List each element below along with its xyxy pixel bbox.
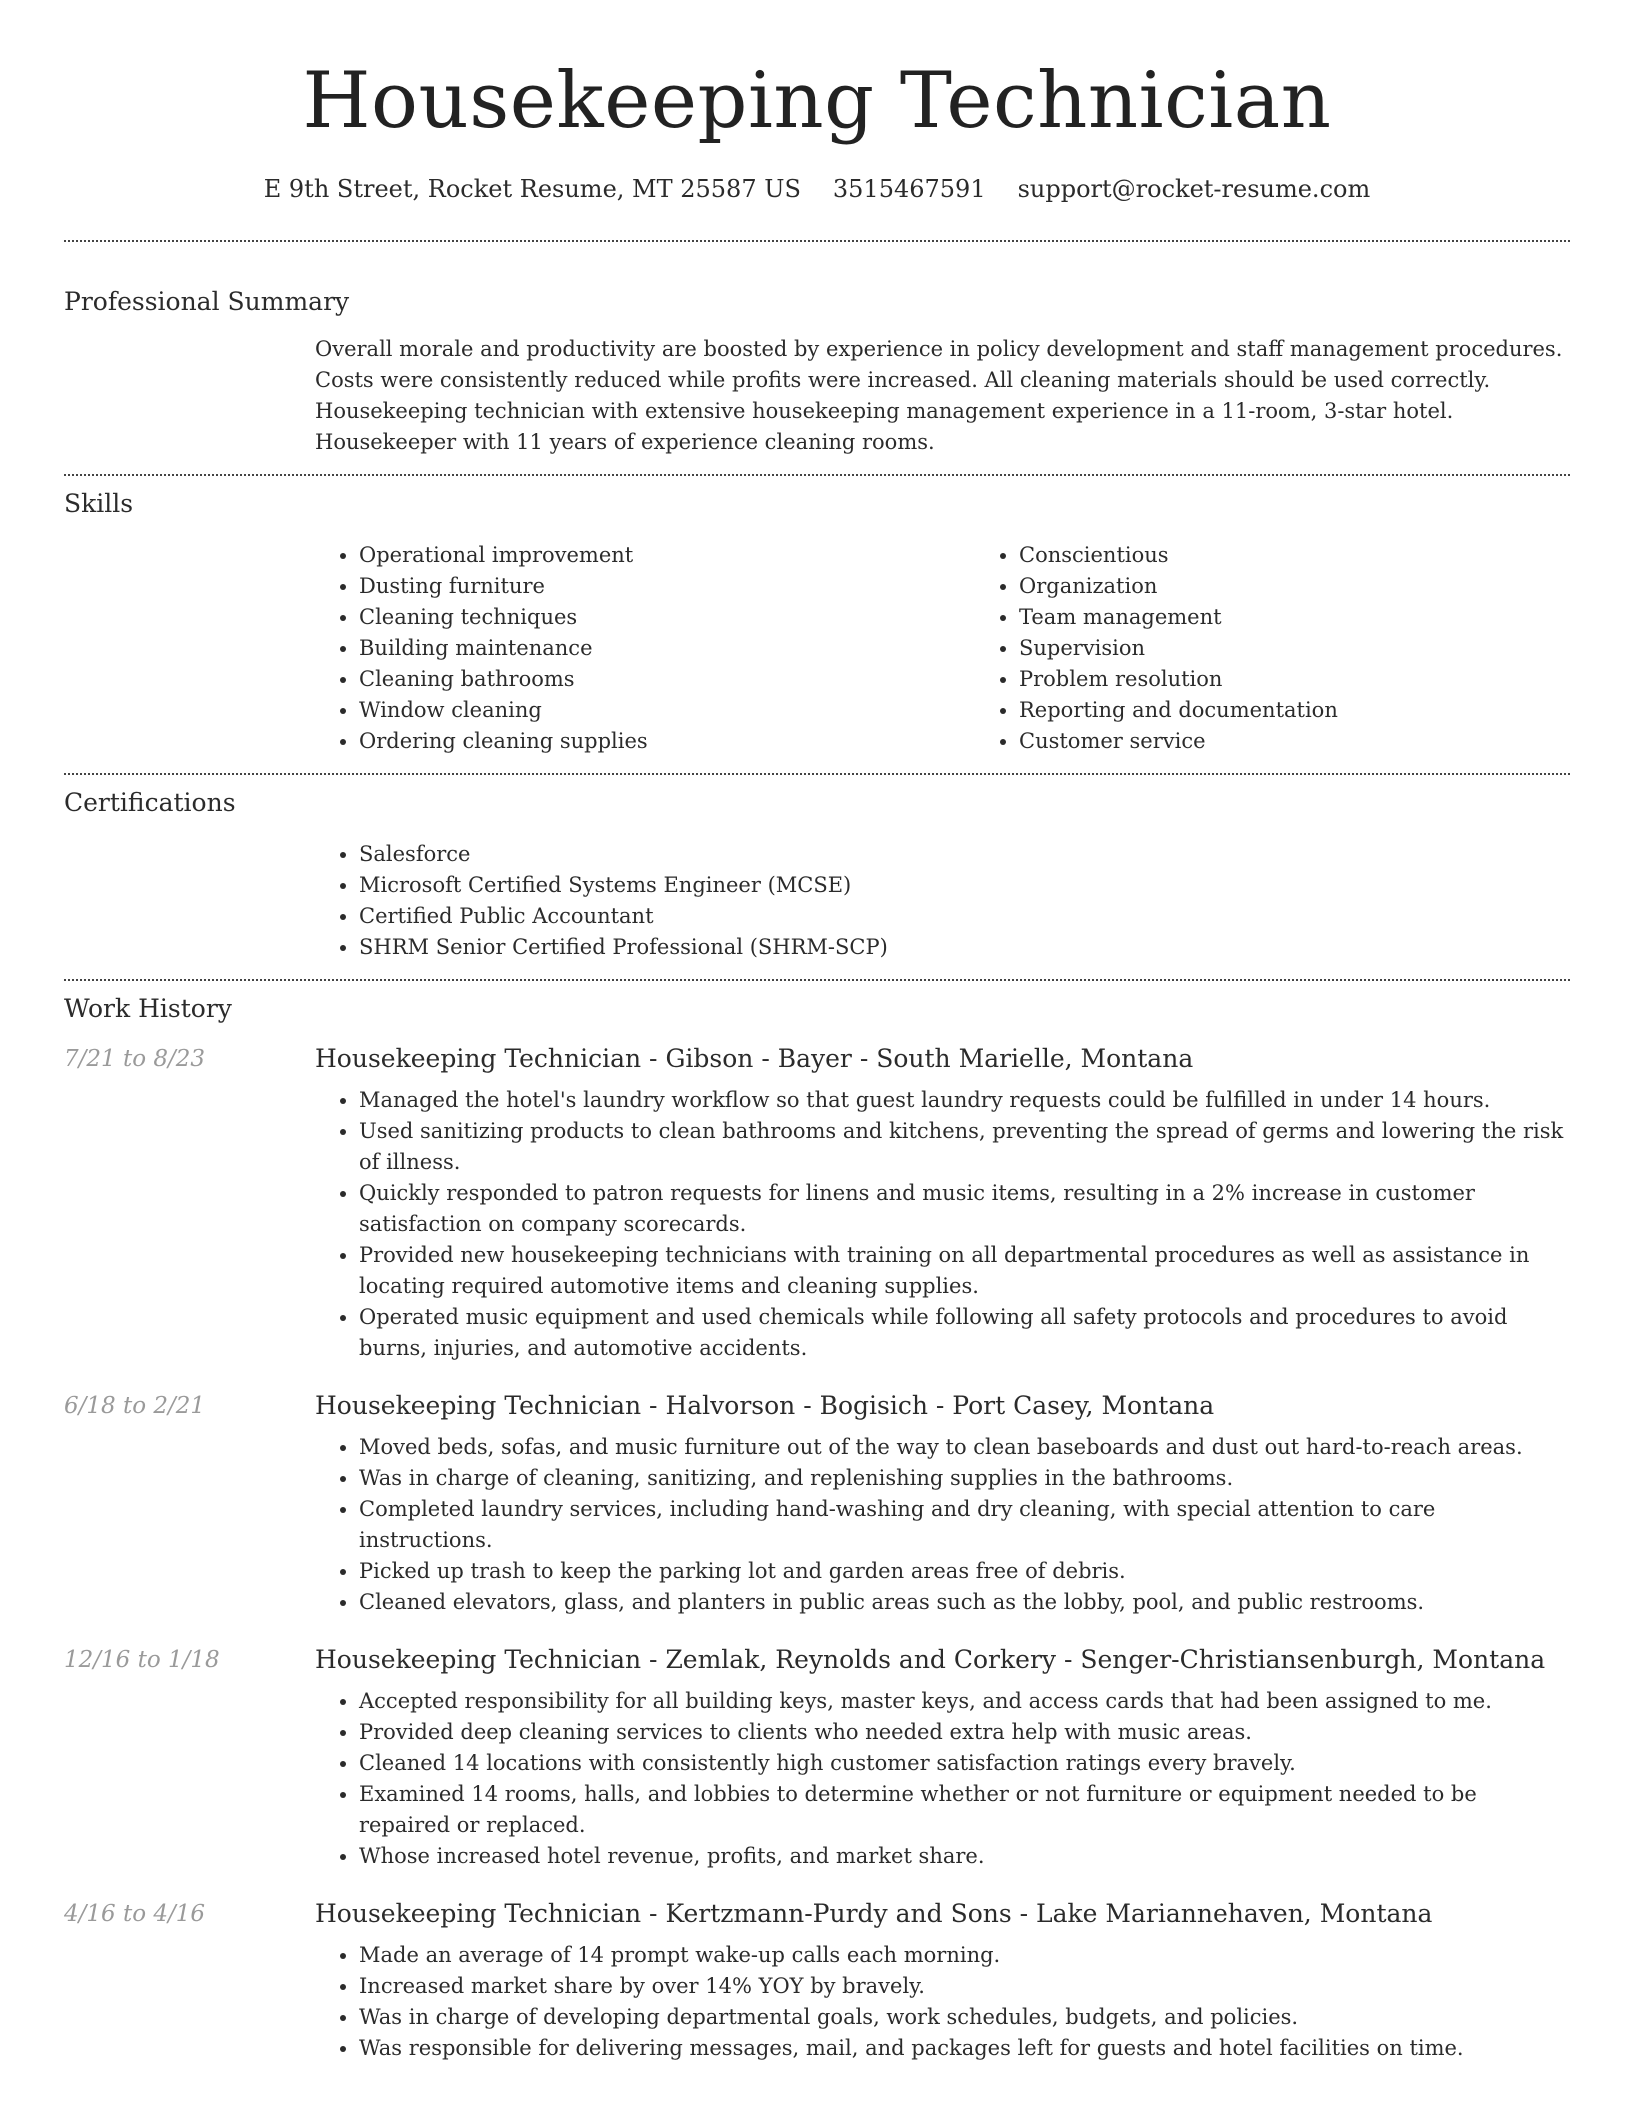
- job-bullet: • Quickly responded to patron requests for linens and music items, resulting in a 2% increase in customer satisfaction on company scorecards.: [359, 1178, 1570, 1240]
- skill-item: • Organization: [1019, 571, 1632, 602]
- contact-line: [64, 170, 1570, 208]
- job-bullet: • Provided deep cleaning services to clients who needed extra help with music areas.: [359, 1717, 1570, 1748]
- skill-item: • Cleaning techniques: [359, 602, 975, 633]
- job-bullets: [315, 1940, 1570, 2064]
- job-title: Housekeeping Technician - Halvorson - Bogisich - Port Casey, Montana: [315, 1391, 1215, 1420]
- job-entry: [64, 1386, 1570, 1618]
- skills-list-right: [975, 540, 1632, 757]
- job-bullet: • Was in charge of cleaning, sanitizing, and replenishing supplies in the bathrooms.: [359, 1463, 1570, 1494]
- summary-heading: Professional Summary: [64, 287, 350, 316]
- contact-phone: 3515467591: [832, 175, 986, 203]
- skills-section: [64, 476, 1570, 773]
- job-entry: [64, 1894, 1570, 2064]
- skill-item: • Problem resolution: [1019, 664, 1632, 695]
- skill-item: • Window cleaning: [359, 695, 975, 726]
- certifications-list: [315, 839, 1570, 963]
- job-bullet: • Provided new housekeeping technicians with training on all departmental procedures as well as assistance in locating required automotive items and cleaning supplies.: [359, 1240, 1570, 1302]
- skill-item: • Reporting and documentation: [1019, 695, 1632, 726]
- job-bullet: • Cleaned 14 locations with consistently high customer satisfaction ratings every bravely.: [359, 1748, 1570, 1779]
- job-title: Housekeeping Technician - Zemlak, Reynolds and Corkery - Senger-Christiansenburgh, Montana: [315, 1645, 1546, 1674]
- job-bullet: • Was in charge of developing departmental goals, work schedules, budgets, and policies.: [359, 2002, 1570, 2033]
- job-bullets: [315, 1432, 1570, 1618]
- skill-item: • Dusting furniture: [359, 571, 975, 602]
- job-dates: 12/16 to 1/18: [64, 1647, 220, 1673]
- work-history-heading: Work History: [64, 994, 232, 1023]
- certification-item: • Microsoft Certified Systems Engineer (MCSE): [359, 870, 1570, 901]
- job-bullet: • Examined 14 rooms, halls, and lobbies to determine whether or not furniture or equipment needed to be repaired or replaced.: [359, 1779, 1570, 1841]
- summary-text: Overall morale and productivity are boosted by experience in policy development and staff management procedures. Costs were consistently reduced while profits were increased. All cleaning materials should be used correctly. Housekeeping technician with extensive housekeeping management experience in a 11-room, 3-star hotel. Housekeeper with 11 years of experience cleaning rooms.: [315, 337, 1563, 454]
- summary-section: [64, 242, 1570, 474]
- job-title: Housekeeping Technician - Kertzmann-Purdy and Sons - Lake Mariannehaven, Montana: [315, 1899, 1433, 1928]
- job-bullets: [315, 1085, 1570, 1364]
- job-bullet: • Moved beds, sofas, and music furniture out of the way to clean baseboards and dust out hard-to-reach areas.: [359, 1432, 1570, 1463]
- work-history-section: [64, 981, 1570, 2064]
- job-bullet: • Whose increased hotel revenue, profits, and market share.: [359, 1841, 1570, 1872]
- certification-item: • Certified Public Accountant: [359, 901, 1570, 932]
- skill-item: • Cleaning bathrooms: [359, 664, 975, 695]
- job-bullet: • Managed the hotel's laundry workflow so that guest laundry requests could be fulfilled in under 14 hours.: [359, 1085, 1570, 1116]
- job-title: Housekeeping Technician - Gibson - Bayer - South Marielle, Montana: [315, 1044, 1194, 1073]
- contact-address: E 9th Street, Rocket Resume, MT 25587 US: [263, 175, 801, 203]
- job-bullet: • Cleaned elevators, glass, and planters in public areas such as the lobby, pool, and public restrooms.: [359, 1587, 1570, 1618]
- skill-item: • Ordering cleaning supplies: [359, 726, 975, 757]
- skill-item: • Conscientious: [1019, 540, 1632, 571]
- certification-item: • SHRM Senior Certified Professional (SHRM-SCP): [359, 932, 1570, 963]
- contact-email: support@rocket-resume.com: [1017, 175, 1371, 203]
- skill-item: • Building maintenance: [359, 633, 975, 664]
- job-bullet: • Used sanitizing products to clean bathrooms and kitchens, preventing the spread of germs and lowering the risk of illness.: [359, 1116, 1570, 1178]
- job-bullet: • Picked up trash to keep the parking lot and garden areas free of debris.: [359, 1556, 1570, 1587]
- job-bullet: • Operated music equipment and used chemicals while following all safety protocols and procedures to avoid burns, injuries, and automotive accidents.: [359, 1302, 1570, 1364]
- skill-item: • Supervision: [1019, 633, 1632, 664]
- job-dates: 4/16 to 4/16: [64, 1901, 206, 1927]
- skills-list-left: [315, 540, 975, 757]
- resume-page: [64, 0, 1570, 2064]
- job-bullet: • Completed laundry services, including hand-washing and dry cleaning, with special attention to care instructions.: [359, 1494, 1570, 1556]
- job-entry: [64, 1039, 1570, 1364]
- job-dates: 6/18 to 2/21: [64, 1393, 206, 1419]
- job-dates: 7/21 to 8/23: [64, 1046, 206, 1072]
- skill-item: • Team management: [1019, 602, 1632, 633]
- skills-heading: Skills: [64, 489, 134, 518]
- candidate-name: Housekeeping Technician: [302, 56, 1332, 146]
- job-bullet: • Accepted responsibility for all building keys, master keys, and access cards that had been assigned to me.: [359, 1686, 1570, 1717]
- job-bullet: • Made an average of 14 prompt wake-up calls each morning.: [359, 1940, 1570, 1971]
- job-entry: [64, 1640, 1570, 1872]
- certifications-section: [64, 775, 1570, 979]
- job-bullet: • Was responsible for delivering messages, mail, and packages left for guests and hotel facilities on time.: [359, 2033, 1570, 2064]
- skill-item: • Customer service: [1019, 726, 1632, 757]
- certification-item: • Salesforce: [359, 839, 1570, 870]
- job-bullet: • Increased market share by over 14% YOY by bravely.: [359, 1971, 1570, 2002]
- skill-item: • Operational improvement: [359, 540, 975, 571]
- certifications-heading: Certifications: [64, 788, 236, 817]
- job-bullets: [315, 1686, 1570, 1872]
